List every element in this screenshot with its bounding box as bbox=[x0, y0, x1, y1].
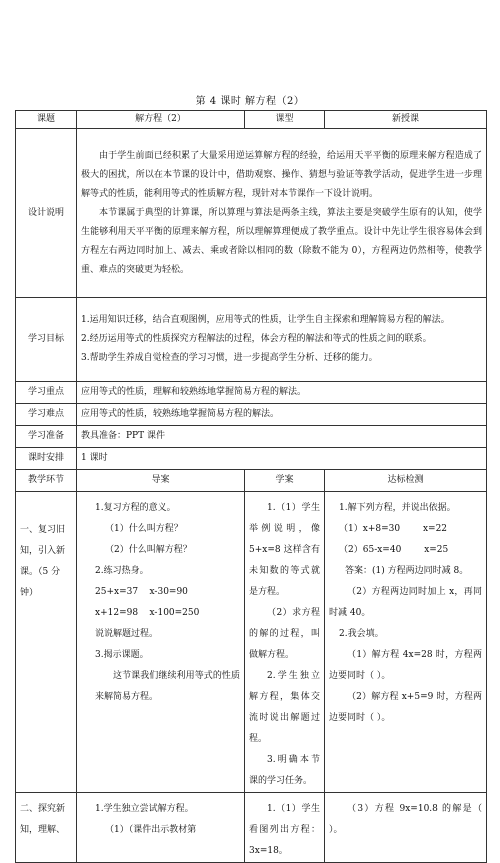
value-difficulties: 应用等式的性质，较熟练地掌握简易方程的解法。 bbox=[77, 404, 487, 426]
row-section-1 bbox=[16, 492, 487, 793]
check-line: （2）方程两边同时加上 x，再同时减 40。 bbox=[329, 587, 483, 618]
label-design: 设计说明 bbox=[16, 129, 77, 298]
guide-line: 说说解题过程。 bbox=[95, 629, 159, 639]
guide-line: 1.复习方程的意义。 bbox=[95, 503, 176, 513]
page-title: 第 4 课时 解方程（2） bbox=[195, 96, 305, 107]
label-goals: 学习目标 bbox=[16, 298, 77, 382]
section1-stage: 一、复习旧知，引入新课。（5 分钟） bbox=[16, 492, 77, 793]
section2-check bbox=[325, 793, 487, 863]
study-line: 1.（1）学生看图列出方程：3x=18。 bbox=[249, 804, 321, 856]
row-prep bbox=[16, 426, 487, 448]
guide-line: 25+x=37 x-30=90 bbox=[95, 587, 188, 597]
value-key-points: 应用等式的性质，理解和较熟练地掌握简易方程的解法。 bbox=[77, 382, 487, 404]
value-type: 新授课 bbox=[325, 111, 487, 129]
value-schedule: 1 课时 bbox=[77, 448, 487, 470]
guide-line: （1）（课件出示教材第 bbox=[105, 825, 197, 835]
label-difficulties: 学习难点 bbox=[16, 404, 77, 426]
check-line: 答案：(1) 方程两边同时减 8。 bbox=[345, 566, 469, 576]
guide-line: 3.揭示课题。 bbox=[95, 650, 149, 660]
header-study: 学案 bbox=[245, 470, 325, 492]
row-goals bbox=[16, 298, 487, 382]
check-line: （2）65-x=40 x=25 bbox=[339, 545, 449, 555]
study-line: 1.（1）学生举例说明，像 5+x=8 这样含有未知数的等式就是方程。 bbox=[249, 503, 321, 597]
label-schedule: 课时安排 bbox=[16, 448, 77, 470]
value-topic: 解方程（2） bbox=[77, 111, 245, 129]
header-guide: 导案 bbox=[77, 470, 245, 492]
row-headers bbox=[16, 470, 487, 492]
row-section-2 bbox=[16, 793, 487, 863]
header-check: 达标检测 bbox=[325, 470, 487, 492]
guide-line: x+12=98 x-100=250 bbox=[95, 608, 200, 618]
goal-item: 1.运用知识迁移，结合直观图例，应用等式的性质，让学生自主探索和理解简易方程的解法。 bbox=[81, 315, 450, 325]
value-prep: 教具准备：PPT 课件 bbox=[77, 426, 487, 448]
study-line: 2.学生独立解方程，集体交流时说出解题过程。 bbox=[249, 671, 321, 744]
goal-item: 2.经历运用等式的性质探究方程解法的过程，体会方程的解法和等式的性质之间的联系。 bbox=[81, 334, 432, 344]
check-line: （3）方程 9x=10.8 的解是（ ）。 bbox=[329, 804, 483, 835]
guide-line: （1）什么叫方程？ bbox=[105, 524, 183, 534]
row-schedule bbox=[16, 448, 487, 470]
check-line: （1）解方程 4x=28 时，方程两边要同时（ ）。 bbox=[329, 650, 483, 681]
section1-check bbox=[325, 492, 487, 793]
check-line: 1.解下列方程，并说出依据。 bbox=[339, 503, 456, 513]
section2-stage: 二、探究新知，理解、 bbox=[16, 793, 77, 863]
label-key-points: 学习重点 bbox=[16, 382, 77, 404]
guide-line: （2）什么叫解方程？ bbox=[105, 545, 192, 555]
section1-guide bbox=[77, 492, 245, 793]
guide-line: 这节课我们继续利用等式的性质来解简易方程。 bbox=[95, 671, 241, 702]
section2-study bbox=[245, 793, 325, 863]
label-type: 课型 bbox=[245, 111, 325, 129]
guide-line: 1.学生独立尝试解方程。 bbox=[95, 804, 194, 814]
check-line: 2.我会填。 bbox=[339, 629, 384, 639]
check-line: （1）x+8=30 x=22 bbox=[339, 524, 448, 534]
row-difficulties bbox=[16, 404, 487, 426]
design-content bbox=[77, 129, 487, 298]
lesson-plan-table bbox=[15, 110, 487, 863]
row-key-points bbox=[16, 382, 487, 404]
label-prep: 学习准备 bbox=[16, 426, 77, 448]
study-line: 3.明确本节课的学习任务。 bbox=[249, 755, 321, 786]
design-paragraph-2: 本节课属于典型的计算课，所以算理与算法是两条主线，算法主要是突破学生原有的认知，使学生能够利用天平平衡的原理来解方程，所以理解算理便成了教学重点。设计中先让学生很容易体会到方程左右两边同时加上、减去、乘或者除以相同的数（除数不能为 0），方程两边仍然相等，使教学重、难点的突破更为轻松。 bbox=[81, 207, 483, 275]
label-topic: 课题 bbox=[16, 111, 77, 129]
row-design bbox=[16, 129, 487, 298]
section2-guide bbox=[77, 793, 245, 863]
header-stage: 教学环节 bbox=[16, 470, 77, 492]
goal-item: 3.帮助学生养成自觉检查的学习习惯，进一步提高学生分析、迁移的能力。 bbox=[81, 353, 378, 363]
study-line: （2）求方程的解的过程，叫做解方程。 bbox=[249, 608, 321, 660]
goals-content bbox=[77, 298, 487, 382]
guide-line: 2.练习热身。 bbox=[95, 566, 149, 576]
row-topic bbox=[16, 111, 487, 129]
section1-study bbox=[245, 492, 325, 793]
design-paragraph-1: 由于学生前面已经积累了大量采用逆运算解方程的经验，给运用天平平衡的原理来解方程造成了极大的困扰，所以在本节课的设计中，借助观察、操作、猜想与验证等教学活动，促进学生进一步理解等式的性质，能利用等式的性质解方程，现针对本节课作一下设计说明。 bbox=[81, 150, 483, 199]
check-line: （2）解方程 x+5=9 时，方程两边要同时（ ）。 bbox=[329, 692, 483, 723]
